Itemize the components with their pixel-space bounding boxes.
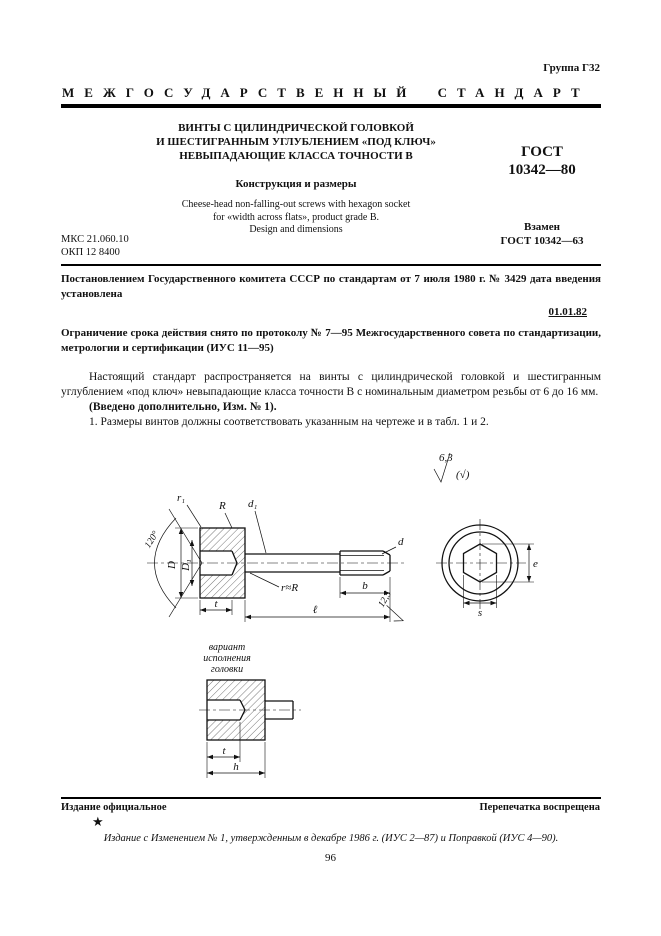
total-length-dim	[245, 598, 390, 622]
okp-code: ОКП 12 8400	[61, 247, 120, 258]
star-icon: ★	[92, 814, 104, 829]
group-code: Группа Г32	[543, 62, 600, 74]
decree-text: Постановлением Государственного комитета СССР по стандартам от 7 июля 1980 г. № 3429 дата введения установлена	[61, 273, 601, 300]
page-number: 96	[325, 852, 336, 864]
title-line-2: И ШЕСТИГРАННЫМ УГЛУБЛЕНИЕМ «ПОД КЛЮЧ»	[156, 136, 436, 148]
surface-roughness-value: 6,3	[439, 452, 453, 464]
mks-code: МКС 21.060.10	[61, 234, 129, 245]
english-line-2: for «width across flats», product grade B.	[212, 211, 380, 223]
variant-t-label: t	[222, 745, 226, 757]
gost-number: 10342—80	[508, 162, 576, 178]
designation-block	[484, 143, 600, 248]
standard-type-heading: МЕЖГОСУДАРСТВЕННЫЙ СТАНДАРТ	[62, 85, 590, 100]
gost-label: ГОСТ	[521, 144, 563, 160]
clause-1: 1. Размеры винтов должны соответствовать указанным на чертеже и в табл. 1 и 2.	[89, 416, 489, 428]
footer-rule	[61, 797, 601, 799]
angle-label: 120°	[143, 529, 162, 551]
variant-caption-line-1: вариант	[208, 642, 246, 653]
roughness-value: 12,5	[376, 589, 394, 610]
variant-caption-line-2: исполнения	[203, 653, 251, 664]
preamble	[61, 272, 601, 355]
s-label: s	[477, 607, 483, 619]
R-label: R	[219, 500, 226, 512]
header-rule	[61, 104, 601, 108]
edition-note: Издание с Изменением № 1, утвержденным в декабре 1986 г. (ИУС 2—87) и Поправкой (ИУС 4—90).	[103, 833, 559, 844]
replaces-label: Взамен	[524, 221, 560, 233]
d-label: d	[398, 536, 404, 548]
e-label: e	[533, 558, 538, 570]
variant-head-drawing	[199, 642, 301, 778]
socket-depth-dim	[200, 598, 232, 615]
title-line-1: ВИНТЫ С ЦИЛИНДРИЧЕСКОЙ ГОЛОВКОЙ	[178, 122, 414, 134]
limitation-text: Ограничение срока действия снято по протоколу № 7—95 Межгосударственного совета по стандартизации, метрологии и сертификации (ИУС 11—95)	[61, 327, 601, 354]
english-line-1: Cheese-head non-falling-out screws with hexagon socket	[181, 199, 411, 210]
scope-paragraph: Настоящий стандарт распространяется на винты с цилиндрической головкой и шестигранным углублением «под ключ» невыпадающие класса точности В с номинальным диаметром резьбы от 6 до 16 мм.	[61, 371, 601, 398]
variant-caption-line-3: головки	[210, 664, 244, 675]
effective-date	[61, 306, 601, 318]
t-label: t	[214, 598, 218, 610]
title-block	[112, 121, 480, 237]
D1-label: D₁	[180, 559, 192, 571]
b-label: b	[362, 580, 368, 592]
surface-roughness-note	[434, 452, 470, 482]
english-title	[112, 199, 480, 237]
screw-technical-drawing	[85, 448, 545, 793]
head-end-view	[436, 519, 538, 619]
r-eq-label: r≈R	[281, 582, 299, 594]
d1-label: d₁	[248, 498, 258, 510]
official-edition-label: Издание официальное	[61, 802, 167, 813]
replaces-number: ГОСТ 10342—63	[500, 235, 584, 247]
replaces-block	[484, 220, 600, 248]
D-label: D	[166, 561, 178, 569]
classification-codes	[61, 233, 129, 259]
roughness-mark	[374, 590, 412, 625]
surface-roughness-alt: (√)	[456, 469, 470, 481]
subtitle: Конструкция и размеры	[235, 178, 357, 190]
r1-label: r₁	[177, 492, 186, 504]
divider-rule	[61, 264, 601, 266]
introduced-note: (Введено дополнительно, Изм. № 1).	[89, 401, 277, 413]
reprint-prohibited-label: Перепечатка воспрещена	[479, 802, 600, 813]
title-line-3: НЕВЫПАДАЮЩИЕ КЛАССА ТОЧНОСТИ В	[179, 150, 413, 162]
body-text	[61, 370, 601, 430]
effective-date-value: 01.01.82	[548, 306, 587, 318]
english-line-3: Design and dimensions	[249, 224, 343, 235]
length-label: ℓ	[312, 604, 318, 616]
variant-h-label: h	[233, 761, 239, 773]
